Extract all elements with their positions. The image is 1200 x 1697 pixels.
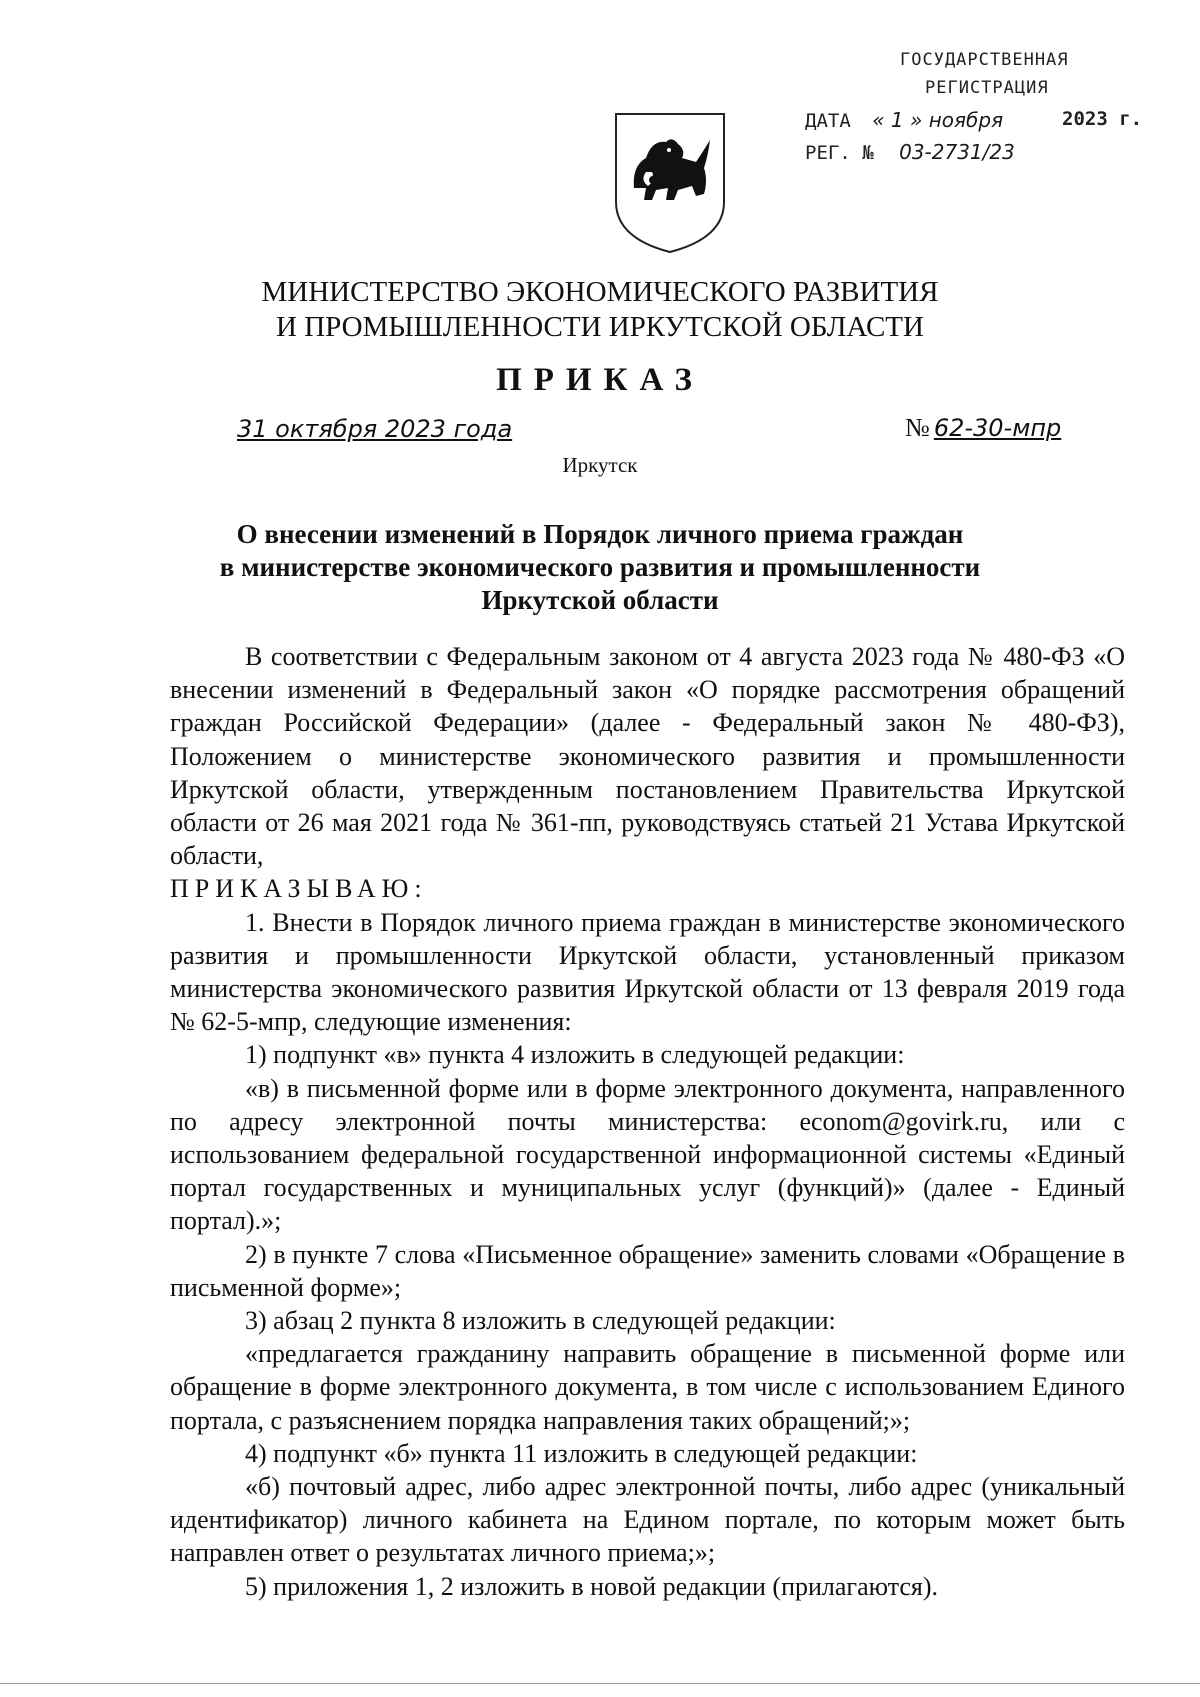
subject-line3: Иркутской области bbox=[481, 585, 719, 615]
paragraph-1-2: 2) в пункте 7 слова «Письменное обращение» заменить словами «Обращение в письменной форме»; bbox=[170, 1239, 1125, 1302]
paragraph-1-4-text: «б) почтовый адрес, либо адрес электронной почты, либо адрес (уникальный идентификатор) личного кабинета на Едином портале, по которым может быть направлен ответ о результатах личного приема;»; bbox=[170, 1472, 1125, 1568]
scan-edge-line bbox=[0, 1683, 1200, 1684]
order-number bbox=[905, 413, 1061, 443]
stamp-reg-row bbox=[805, 140, 1015, 164]
stamp-reg-label: РЕГ. № bbox=[805, 142, 874, 164]
order-number-value: 62-30-мпр bbox=[933, 414, 1062, 442]
stamp-date-row bbox=[805, 108, 1143, 132]
stamp-line2: РЕГИСТРАЦИЯ bbox=[925, 78, 1049, 98]
city: Иркутск bbox=[562, 453, 638, 477]
order-date: 31 октября 2023 года bbox=[237, 415, 513, 443]
doc-type-title: ПРИКАЗ bbox=[496, 362, 704, 398]
paragraph-1-4: 4) подпункт «б» пункта 11 изложить в следующей редакции: bbox=[245, 1438, 918, 1468]
order-body bbox=[170, 640, 1125, 1603]
stamp-date-value: « 1 » ноября bbox=[872, 108, 1004, 132]
ministry-line1: МИНИСТЕРСТВО ЭКОНОМИЧЕСКОГО РАЗВИТИЯ bbox=[261, 276, 939, 308]
stamp-date-label: ДАТА bbox=[805, 110, 851, 132]
paragraph-1-3: 3) абзац 2 пункта 8 изложить в следующей редакции: bbox=[245, 1306, 836, 1336]
stamp-year: 2023 г. bbox=[1062, 108, 1143, 130]
paragraph-1-1-text: «в) в письменной форме или в форме электронного документа, направленного по адресу электронной почты министерства: econom@govirk.ru, или с использованием федеральной государственной информационной системы «Единый портал государственных и муниципальных услуг (функций)» (далее - Единый портал).»; bbox=[170, 1073, 1125, 1236]
subject-line2: в министерстве экономического развития и промышленности bbox=[219, 552, 981, 582]
paragraph-1-1: 1) подпункт «в» пункта 4 изложить в следующей редакции: bbox=[245, 1040, 905, 1070]
ministry-line2: И ПРОМЫШЛЕННОСТИ ИРКУТСКОЙ ОБЛАСТИ bbox=[276, 311, 924, 343]
order-number-label: № bbox=[905, 413, 930, 442]
paragraph-1-3-text: «предлагается гражданину направить обращение в письменной форме или обращение в форме электронного документа, в том числе с использованием Единого портала, с разъяснением порядка направления таких обращений;»; bbox=[170, 1339, 1125, 1435]
order-subject bbox=[0, 518, 1200, 617]
subject-line1: О внесении изменений в Порядок личного приема граждан bbox=[236, 519, 964, 549]
irkutsk-coat-of-arms-icon bbox=[612, 110, 728, 256]
paragraph-1-5: 5) приложения 1, 2 изложить в новой редакции (прилагаются). bbox=[245, 1571, 939, 1601]
stamp-reg-value: 03-2731/23 bbox=[899, 140, 1015, 164]
stamp-line1: ГОСУДАРСТВЕННАЯ bbox=[900, 50, 1069, 70]
prikazyvayu-line: ПРИКАЗЫВАЮ: bbox=[170, 874, 428, 904]
ministry-name bbox=[0, 275, 1200, 345]
paragraph-1: 1. Внести в Порядок личного приема граждан в министерстве экономического развития и промышленности Иркутской области, установленный приказом министерства экономического развития Иркутской области от 13 февраля 2019 года № 62-5-мпр, следующие изменения: bbox=[170, 907, 1125, 1037]
preamble-paragraph: В соответствии с Федеральным законом от 4 августа 2023 года № 480-ФЗ «О внесении изменений в Федеральный закон «О порядке рассмотрения обращений граждан Российской Федерации» (далее - Федеральный закон № 480-ФЗ), Положением о министерстве экономического развития и промышленности Иркутской области, утвержденным постановлением Правительства Иркутской области от 26 мая 2021 года № 361-пп, руководствуясь статьей 21 Устава Иркутской области, bbox=[170, 642, 1125, 871]
